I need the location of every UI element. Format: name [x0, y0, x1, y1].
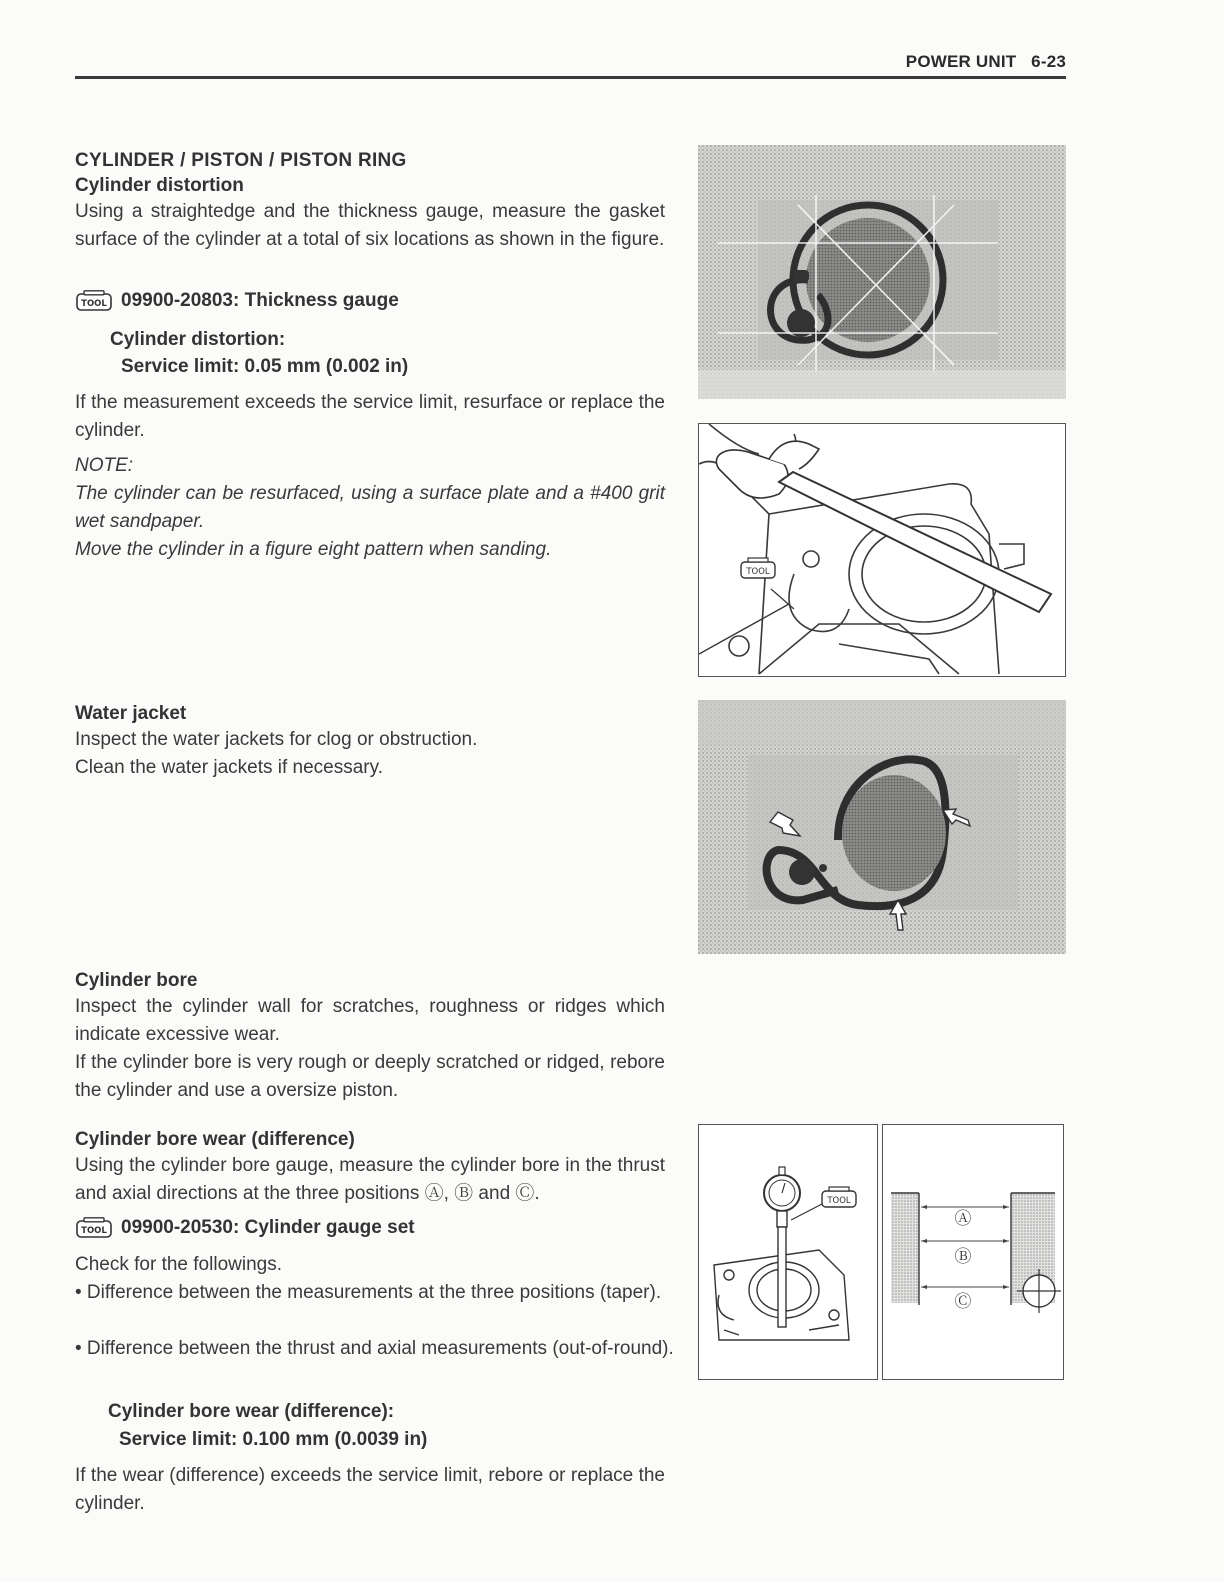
page-header	[906, 52, 1066, 72]
bore-wear-spec-value: Service limit: 0.100 mm (0.0039 in)	[119, 1429, 428, 1450]
water-jacket-title: Water jacket	[75, 703, 187, 724]
bore-title: Cylinder bore	[75, 970, 198, 991]
distortion-action: If the measurement exceeds the service limit, resurface or replace the cylinder.	[75, 392, 665, 441]
bore-positions-figure	[882, 1124, 1064, 1380]
water-jacket-line-2: Clean the water jackets if necessary.	[75, 757, 384, 778]
tool-icon-label: TOOL	[81, 1226, 107, 1236]
straightedge-figure	[698, 423, 1066, 677]
bore-wear-text: Using the cylinder bore gauge, measure the cylinder bore in the thrust and axial directions at the three positions Ⓐ, Ⓑ and Ⓒ.	[75, 1155, 665, 1204]
water-jacket-figure	[698, 700, 1066, 954]
bore-gauge-figure	[698, 1124, 878, 1380]
bore-text-1: Inspect the cylinder wall for scratches, roughness or ridges which indicate excessive wear.	[75, 996, 665, 1045]
tool-icon	[75, 290, 113, 312]
distortion-tool-text: 09900-20803: Thickness gauge	[121, 290, 399, 311]
bore-wear-title: Cylinder bore wear (difference)	[75, 1129, 355, 1150]
bore-wear-bullet-2: • Difference between the thrust and axial measurements (out-of-round).	[75, 1338, 674, 1359]
note-text-2: Move the cylinder in a figure eight pattern when sanding.	[75, 539, 552, 560]
position-b-label: Ⓑ	[954, 1247, 972, 1267]
bore-wear-tool-text: 09900-20530: Cylinder gauge set	[121, 1217, 415, 1238]
position-c-label: Ⓒ	[954, 1292, 972, 1312]
bore-wear-tool	[75, 1217, 665, 1239]
distortion-spec-label: Cylinder distortion:	[110, 329, 286, 350]
header-rule	[75, 76, 1066, 79]
position-a-label: Ⓐ	[954, 1209, 972, 1229]
distortion-title: Cylinder distortion	[75, 175, 244, 196]
header-section: POWER UNIT	[905, 52, 1017, 71]
distortion-spec-value: Service limit: 0.05 mm (0.002 in)	[121, 356, 409, 377]
bore-wear-bullet-1: • Difference between the measurements at the three positions (taper).	[75, 1282, 662, 1303]
bore-wear-action: If the wear (difference) exceeds the service limit, rebore or replace the cylinder.	[75, 1465, 665, 1514]
bore-text-2: If the cylinder bore is very rough or deeply scratched or ridged, rebore the cylinder and use a oversize piston.	[75, 1052, 665, 1101]
distortion-text: Using a straightedge and the thickness gauge, measure the gasket surface of the cylinder at a total of six locations as shown in the figure.	[75, 201, 665, 250]
tool-icon	[75, 1217, 113, 1239]
distortion-locations-figure	[698, 145, 1066, 399]
distortion-tool	[75, 290, 665, 312]
tool-badge-label: TOOL	[746, 567, 770, 577]
bore-wear-check: Check for the followings.	[75, 1254, 282, 1275]
tool-badge-label: TOOL	[827, 1196, 851, 1206]
water-jacket-line-1: Inspect the water jackets for clog or obstruction.	[75, 729, 478, 750]
note-label: NOTE:	[75, 455, 134, 476]
tool-icon-label: TOOL	[81, 299, 107, 309]
section-title: CYLINDER / PISTON / PISTON RING	[75, 150, 407, 171]
bore-wear-spec-label: Cylinder bore wear (difference):	[108, 1401, 395, 1422]
page-number: 6-23	[1031, 52, 1066, 71]
note-text-1: The cylinder can be resurfaced, using a surface plate and a #400 grit wet sandpaper.	[75, 483, 665, 532]
